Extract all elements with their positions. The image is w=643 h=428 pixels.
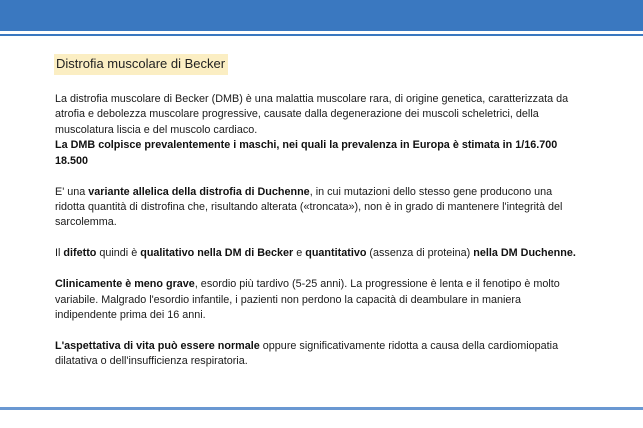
bold-span: Clinicamente è meno grave: [55, 278, 195, 291]
text-span: E' una: [55, 185, 89, 198]
paragraph-allelic-variant: [55, 185, 585, 231]
paragraph-definition: [55, 92, 585, 169]
text-span: , esordio più tardivo (5-25 anni). La progressione è lenta e il fenotipo è molto variabile. Malgrado l'esordio infantile, i pazienti non perdono la capacità di deambulare in maniera indipendente prima dei 16 anni.: [55, 278, 560, 321]
definition-text: La distrofia muscolare di Becker (DMB) è una malattia muscolare rara, di origine genetica, caratterizzata da atrofia e debolezza muscolare progressive, causate dalla degenerazione dei muscoli scheletrici, della muscolatura liscia e del muscolo cardiaco.: [55, 93, 569, 136]
paragraph-life-expectancy: [55, 339, 585, 370]
bold-span: difetto: [63, 247, 97, 260]
text-span: quindi è: [96, 247, 141, 260]
prevalence-text: La DMB colpisce prevalentemente i maschi, nei quali la prevalenza in Europa è stimata in 1/16.700 18.500: [55, 139, 558, 167]
text-span: oppure significativamente ridotta a causa della cardiomiopatia dilatativa o dell'insufficienza respiratoria.: [55, 339, 559, 368]
bold-span: quantitativo: [305, 247, 367, 260]
bold-span: qualitativo nella DM di Becker: [140, 247, 294, 260]
paragraph-clinical: [55, 277, 585, 323]
text-span: Il: [55, 247, 64, 260]
header-rule: [0, 34, 643, 36]
text-span: , in cui mutazioni dello stesso gene producono una ridotta quantità di distrofina che, risultando alterata («troncata»), non è in grado di mantenere l'integrità del sarcolemma.: [55, 185, 563, 229]
slide-body: [55, 92, 585, 385]
paragraph-defect: [55, 246, 585, 261]
text-span: e: [293, 247, 306, 260]
bold-span: variante allelica della distrofia di Duchenne: [88, 185, 310, 198]
slide-title: Distrofia muscolare di Becker: [54, 54, 228, 75]
bold-span: L'aspettativa di vita può essere normale: [55, 339, 260, 352]
bold-span: nella DM Duchenne.: [473, 247, 576, 260]
text-span: (assenza di proteina): [366, 247, 474, 260]
header-band: [0, 0, 643, 34]
footer-rule: [0, 407, 643, 410]
